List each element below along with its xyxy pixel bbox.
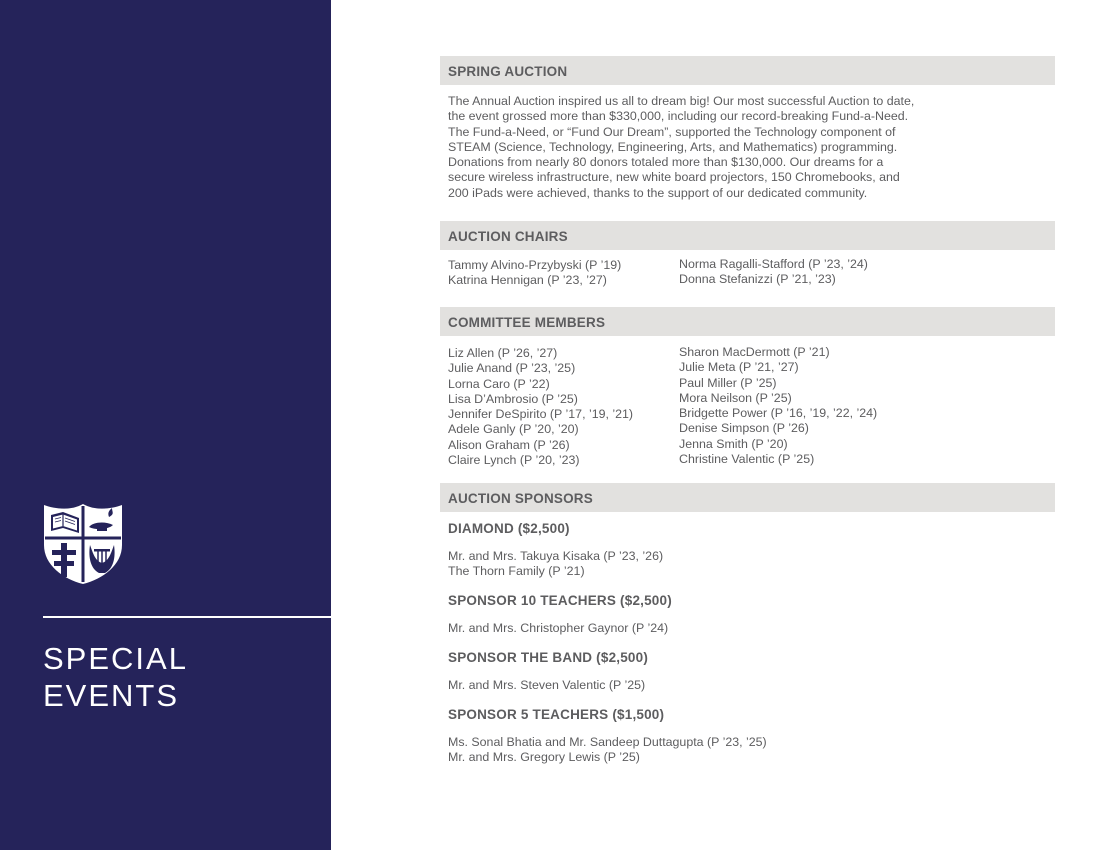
section-header-auction-sponsors — [440, 483, 1055, 512]
list-item: Julie Meta (P ’21, ’27) — [679, 360, 799, 375]
list-item: Mr. and Mrs. Takuya Kisaka (P ’23, ’26) — [448, 549, 664, 563]
sidebar-panel — [0, 0, 331, 850]
paragraph-line: The Fund-a-Need, or “Fund Our Dream”, supported the Technology component of — [448, 124, 896, 139]
list-item: Alison Graham (P ’26) — [448, 437, 570, 452]
page-title-line2: EVENTS — [43, 678, 180, 713]
list-item: Mr. and Mrs. Christopher Gaynor (P ’24) — [448, 621, 669, 635]
paragraph-line: the event grossed more than $330,000, including our record-breaking Fund-a-Need. — [448, 109, 909, 124]
list-item: Bridgette Power (P ’16, ’19, ’22, ’24) — [679, 406, 878, 421]
list-item: Donna Stefanizzi (P ’21, ’23) — [679, 272, 836, 287]
page-title — [43, 640, 323, 714]
section-header-auction-chairs — [440, 221, 1055, 250]
chairs-list-left — [448, 258, 621, 289]
chairs-list-right — [679, 257, 868, 288]
list-item: Julie Anand (P ’23, ’25) — [448, 361, 576, 376]
committee-list-right — [679, 345, 877, 467]
paragraph-line: Donations from nearly 80 donors totaled more than $130,000. Our dreams for a — [448, 155, 884, 170]
sponsor-donor-list — [448, 621, 668, 636]
section-title: SPRING AUCTION — [448, 64, 568, 79]
section-header-committee-members — [440, 307, 1055, 336]
paragraph-line: 200 iPads were achieved, thanks to the support of our dedicated community. — [448, 185, 868, 200]
list-item: Christine Valentic (P ’25) — [679, 452, 815, 467]
list-item: Liz Allen (P ’26, ’27) — [448, 346, 558, 360]
list-item: Denise Simpson (P ’26) — [679, 421, 809, 436]
list-item: Claire Lynch (P ’20, ’23) — [448, 453, 580, 468]
committee-list-left — [448, 346, 633, 468]
list-item: Mora Neilson (P ’25) — [679, 390, 792, 405]
sponsor-tier-title: SPONSOR THE BAND ($2,500) — [448, 650, 649, 665]
list-item: Lorna Caro (P ’22) — [448, 376, 550, 391]
paragraph-line: secure wireless infrastructure, new white board projectors, 150 Chromebooks, and — [448, 170, 900, 185]
auction-summary-paragraph — [448, 94, 993, 201]
list-item: Mr. and Mrs. Steven Valentic (P ’25) — [448, 678, 646, 692]
sponsor-donor-list — [448, 549, 663, 580]
list-item: The Thorn Family (P ’21) — [448, 564, 585, 579]
section-title: AUCTION SPONSORS — [448, 491, 593, 506]
list-item: Norma Ragalli-Stafford (P ’23, ’24) — [679, 257, 868, 271]
section-title: AUCTION CHAIRS — [448, 229, 568, 244]
list-item: Sharon MacDermott (P ’21) — [679, 345, 830, 359]
list-item: Katrina Hennigan (P ’23, ’27) — [448, 273, 607, 288]
section-title: COMMITTEE MEMBERS — [448, 315, 606, 330]
sponsor-tier-title: SPONSOR 10 TEACHERS ($2,500) — [448, 593, 672, 608]
sponsor-donor-list — [448, 678, 645, 693]
list-item: Jennifer DeSpirito (P ’17, ’19, ’21) — [448, 407, 634, 422]
list-item: Adele Ganly (P ’20, ’20) — [448, 422, 579, 437]
sidebar-divider — [43, 616, 331, 618]
list-item: Jenna Smith (P ’20) — [679, 436, 788, 451]
list-item: Tammy Alvino-Przybyski (P ’19) — [448, 258, 622, 272]
list-item: Paul Miller (P ’25) — [679, 375, 777, 390]
list-item: Lisa D’Ambrosio (P ’25) — [448, 391, 578, 406]
list-item: Mr. and Mrs. Gregory Lewis (P ’25) — [448, 750, 640, 765]
paragraph-line: The Annual Auction inspired us all to dream big! Our most successful Auction to date, — [448, 94, 915, 108]
sponsor-tier-title: SPONSOR 5 TEACHERS ($1,500) — [448, 707, 665, 722]
list-item: Ms. Sonal Bhatia and Mr. Sandeep Duttagupta (P ’23, ’25) — [448, 735, 767, 749]
page-title-line1: SPECIAL — [43, 641, 188, 676]
section-header-spring-auction — [440, 56, 1055, 85]
paragraph-line: STEAM (Science, Technology, Engineering, Arts, and Mathematics) programming. — [448, 139, 898, 154]
sponsor-tier-title: DIAMOND ($2,500) — [448, 521, 570, 536]
school-crest-icon — [43, 503, 123, 585]
sponsor-donor-list — [448, 735, 767, 766]
